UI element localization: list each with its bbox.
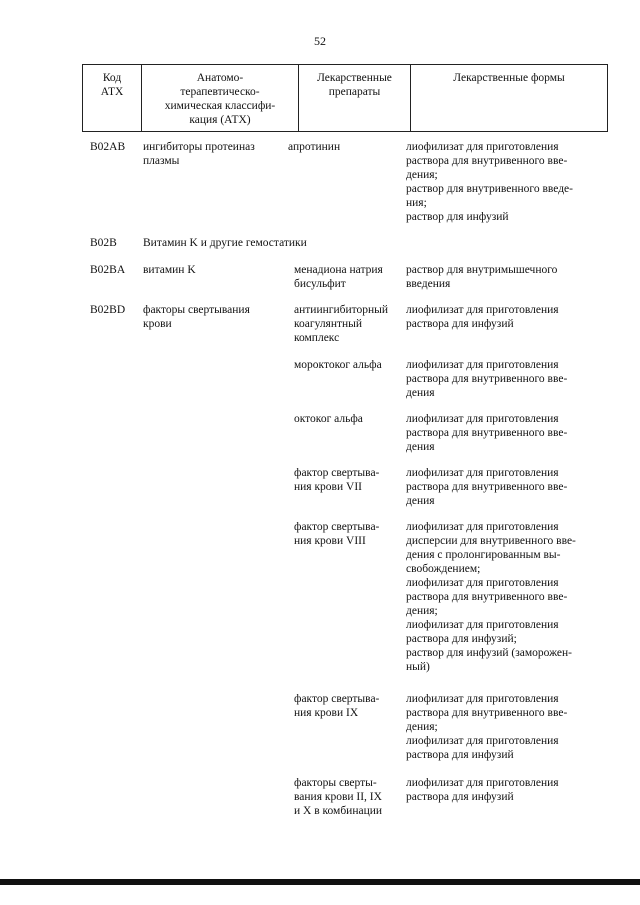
drug-forms: лиофилизат для приготовления раствора для инфузий (406, 304, 559, 330)
drug-forms: лиофилизат для приготовления раствора для внутривенного вве- дения (406, 359, 568, 399)
drug-forms: лиофилизат для приготовления раствора для внутривенного вве- дения; лиофилизат для приготовления раствора для инфузий (406, 693, 568, 761)
row-code: B02BD (90, 304, 126, 316)
header-forms: Лекарственные формы (411, 65, 608, 132)
group-title: Витамин K и другие гемостатики (143, 237, 307, 249)
drug-name: антиингибиторный коагулянтный комплекс (294, 304, 389, 344)
drug-forms: лиофилизат для приготовления дисперсии для внутривенного вве- дения с пролонгированным вы- свобождением; лиофилизат для приготовления раствора для внутривенного вве- дения; лиофилизат для приготовления раствора для инфузий; раствор для инфузий (заморожен- ный) (406, 521, 576, 673)
page-number: 52 (314, 34, 326, 48)
row-code: B02BA (90, 264, 126, 276)
row-drug: менадиона натрия бисульфит (294, 264, 383, 290)
row-code: B02B (90, 237, 117, 249)
drug-name: фактор свертыва- ния крови VII (294, 467, 380, 493)
table-header (82, 64, 608, 132)
drug-name: фактор свертыва- ния крови IX (294, 693, 380, 719)
row-drug: апротинин (288, 141, 341, 153)
drug-name: мороктоког альфа (294, 359, 382, 371)
header-drugs: Лекарственные препараты (299, 65, 411, 132)
row-class: факторы свертывания крови (143, 304, 250, 330)
drug-name: фактор свертыва- ния крови VIII (294, 521, 380, 547)
drug-name: факторы сверты- вания крови II, IX и X в комбинации (294, 777, 383, 817)
drug-forms: лиофилизат для приготовления раствора для инфузий (406, 777, 559, 803)
header-classification: Анатомо- терапевтическо- химическая классифи- кация (АТХ) (142, 65, 299, 132)
header-code: Код АТХ (83, 65, 142, 132)
row-code: B02AB (90, 141, 126, 153)
row-class: витамин K (143, 264, 196, 276)
drug-forms: лиофилизат для приготовления раствора для внутривенного вве- дения (406, 413, 568, 453)
bottom-border (0, 879, 640, 885)
row-forms: раствор для внутримышечного введения (406, 264, 558, 290)
drug-forms: лиофилизат для приготовления раствора для внутривенного вве- дения (406, 467, 568, 507)
drug-name: октоког альфа (294, 413, 363, 425)
row-forms: лиофилизат для приготовления раствора для внутривенного вве- дения; раствор для внутривенного введе- ния; раствор для инфузий (406, 141, 573, 223)
row-class: ингибиторы протеиназ плазмы (143, 141, 255, 167)
